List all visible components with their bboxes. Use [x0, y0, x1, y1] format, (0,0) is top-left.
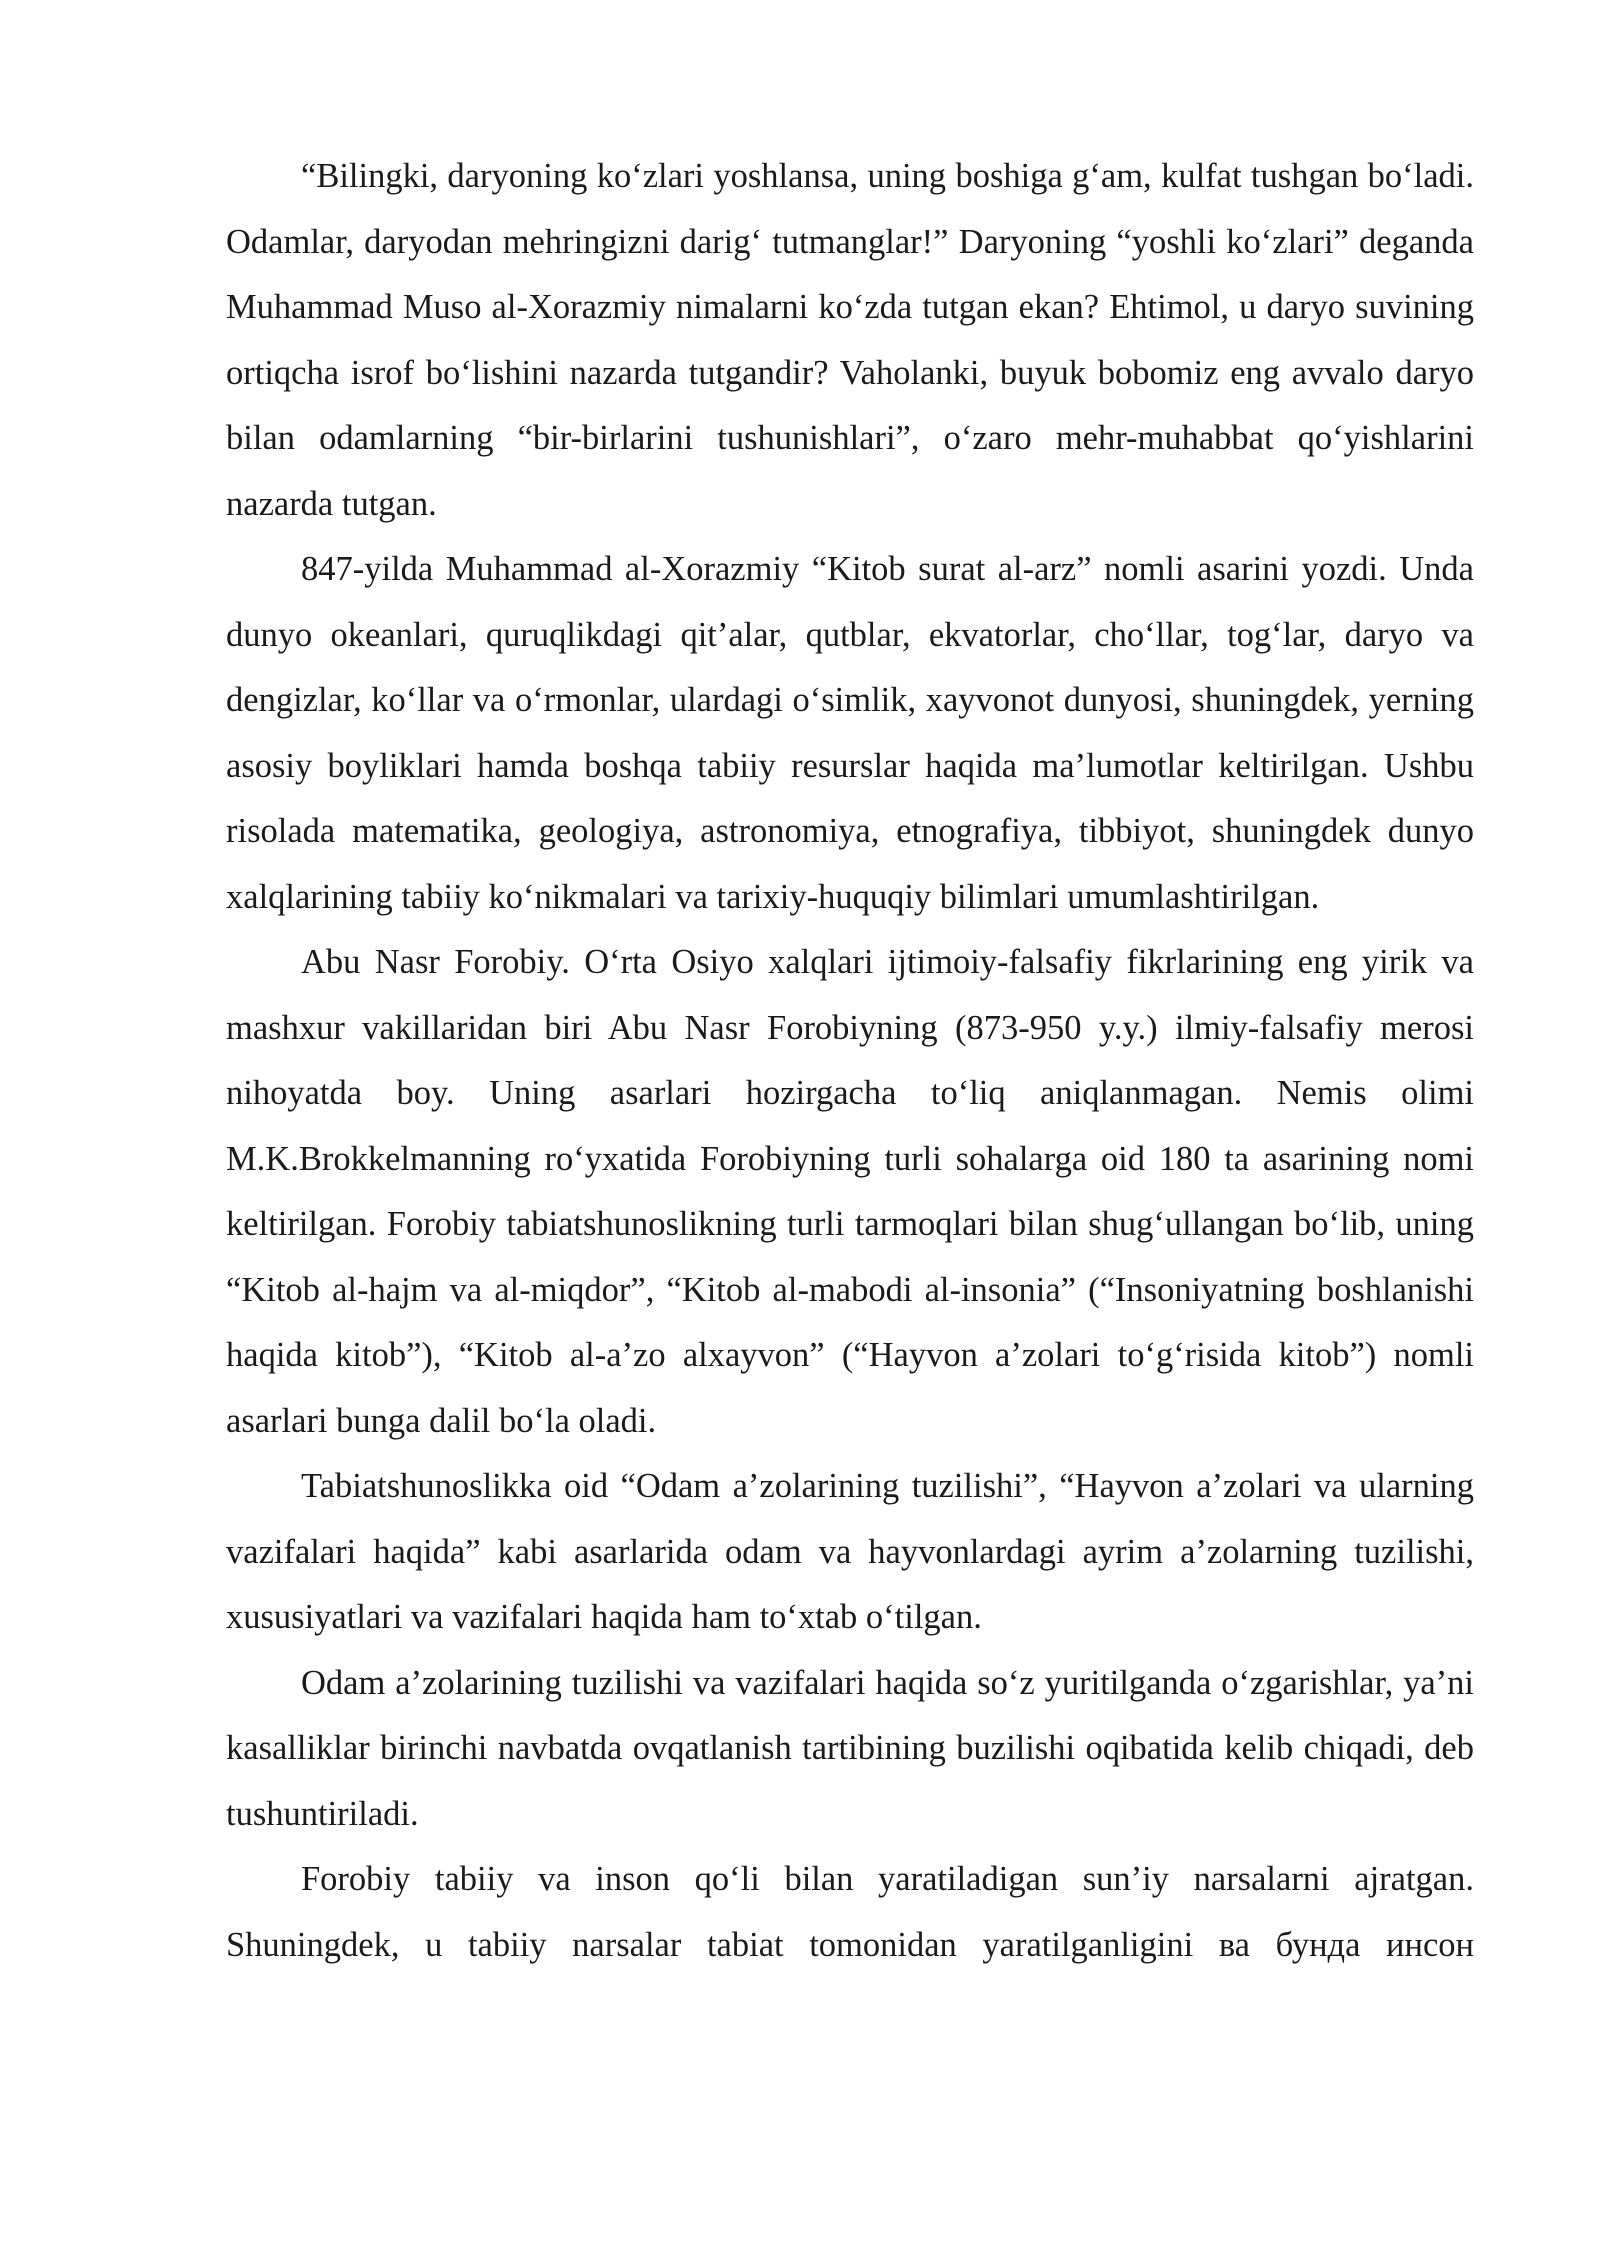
- paragraph-1: “Bilingki, daryoning ko‘zlari yoshlansa, uning boshiga g‘am, kulfat tushgan bo‘ladi. Odamlar, daryodan mehringizni darig‘ tutmanglar!” Daryoning “yoshli ko‘zlari” deganda Muhammad Muso al-Xorazmiy nimalarni ko‘zda tutgan ekan? Ehtimol, u daryo suvining ortiqcha isrof bo‘lishini nazarda tutgandir? Vaholanki, buyuk bobomiz eng avvalo daryo bilan odamlarning “bir-birlarini tushunishlari”, o‘zaro mehr-muhabbat qo‘yishlarini nazarda tutgan.: [226, 157, 1474, 523]
- paragraph-2: 847-yilda Muhammad al-Xorazmiy “Kitob surat al-arz” nomli asarini yozdi. Unda dunyo okeanlari, quruqlikdagi qit’alar, qutblar, ekvatorlar, cho‘llar, tog‘lar, daryo va dengizlar, ko‘llar va o‘rmonlar, ulardagi o‘simlik, xayvonot dunyosi, shuningdek, yerning asosiy boyliklari hamda boshqa tabiiy resurslar haqida ma’lumotlar keltirilgan. Ushbu risolada matematika, geologiya, astronomiya, etnografiya, tibbiyot, shuningdek dunyo xalqlarining tabiiy ko‘nikmalari va tarixiy-huquqiy bilimlari umumlashtirilgan.: [226, 550, 1474, 916]
- document-page: [226, 144, 1474, 1978]
- paragraph-5: Odam a’zolarining tuzilishi va vazifalari haqida so‘z yuritilganda o‘zgarishlar, ya’ni kasalliklar birinchi navbatda ovqatlanish tartibining buzilishi oqibatida kelib chiqadi, deb tushuntiriladi.: [226, 1663, 1474, 1833]
- paragraph-4: Tabiatshunoslikka oid “Odam a’zolarining tuzilishi”, “Hayvon a’zolari va ularning vazifalari haqida” kabi asarlarida odam va hayvonlardagi ayrim a’zolarning tuzilishi, xususiyatlari va vazifalari haqida ham to‘xtab o‘tilgan.: [226, 1467, 1474, 1636]
- paragraph-6: Forobiy tabiiy va inson qo‘li bilan yaratiladigan sun’iy narsalarni ajratgan. Shuningdek, u tabiiy narsalar tabiat tomonidan yaratilganligini ва бунда инсон: [226, 1860, 1474, 1964]
- paragraph-3: Abu Nasr Forobiy. O‘rta Osiyo xalqlari ijtimoiy-falsafiy fikrlarining eng yirik va mashxur vakillaridan biri Abu Nasr Forobiyning (873-950 y.y.) ilmiy-falsafiy merosi nihoyatda boy. Uning asarlari hozirgacha to‘liq aniqlanmagan. Nemis olimi M.K.Brokkelmanning ro‘yxatida Forobiyning turli sohalarga oid 180 ta asarining nomi keltirilgan. Forobiy tabiatshunoslikning turli tarmoqlari bilan shug‘ullangan bo‘lib, uning “Kitob al-hajm va al-miqdor”, “Kitob al-mabodi al-insonia” (“Insoniyatning boshlanishi haqida kitob”), “Kitob al-a’zo alxayvon” (“Hayvon a’zolari to‘g‘risida kitob”) nomli asarlari bunga dalil bo‘la oladi.: [226, 943, 1474, 1440]
